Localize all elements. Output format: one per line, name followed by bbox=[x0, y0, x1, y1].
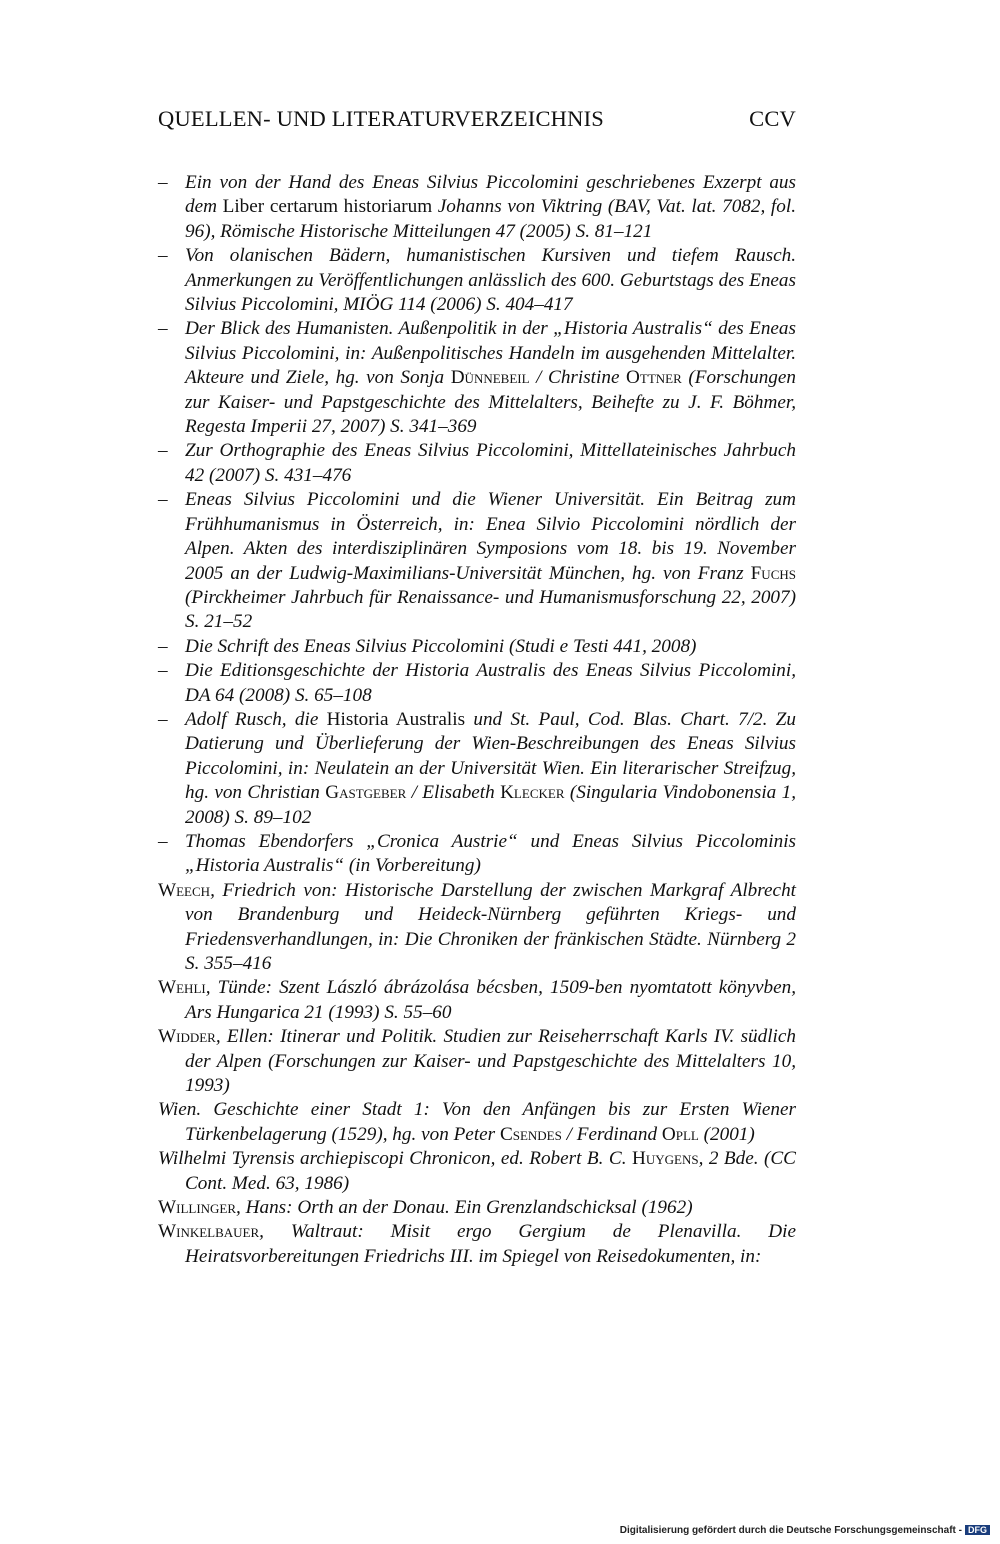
author-name: Wehli bbox=[158, 977, 206, 999]
entry-text: Eneas Silvius Piccolomini und die Wiener Universität. Ein Beitrag zum Frühhumanismus in Österreich, in: Enea Silvio Piccolomini nördlich der Alpen. Akten des interdisziplinären Symposions vom 18. bis 19. November 2005 an der Ludwig-Maximilians-Universität München, hg. von Franz bbox=[185, 489, 796, 584]
dfg-logo: DFG bbox=[965, 1525, 990, 1535]
entry-dash: – bbox=[158, 660, 168, 682]
entry-text: Liber certarum historiarum bbox=[222, 196, 433, 218]
entry-text: (Singularia Vindobonensia 1, 2008) S. 89–102 bbox=[185, 782, 797, 828]
author-name: Willinger bbox=[158, 1197, 237, 1219]
author-name: Dünnebeil bbox=[450, 367, 530, 389]
footer-text: Digitalisierung gefördert durch die Deutsche Forschungsgemeinschaft - bbox=[619, 1525, 962, 1536]
entry-text: Adolf Rusch, die bbox=[185, 708, 327, 730]
entry-text: Wilhelmi Tyrensis archiepiscopi Chronicon, ed. Robert B. C. bbox=[158, 1148, 632, 1170]
bibliography-entry bbox=[158, 488, 796, 634]
author-name: Ottner bbox=[626, 367, 682, 389]
entry-text: , Hans: Orth an der Donau. Ein Grenzlandschicksal (1962) bbox=[236, 1197, 693, 1219]
entry-dash: – bbox=[158, 172, 168, 193]
bibliography-entry bbox=[158, 317, 796, 439]
entry-text: und St. Paul, Cod. Blas. Chart. 7/2. Zu Datierung und Überlieferung der Wien-Beschreibungen des Eneas Silvius Piccolomini, in: Neulatein an der Universität Wien. Ein literarischer Streifzug, hg. von Christian bbox=[185, 708, 797, 804]
entry-text: Die Schrift des Eneas Silvius Piccolomini (Studi e Testi 441, 2008) bbox=[185, 635, 697, 657]
bibliography-entry bbox=[158, 976, 796, 1025]
page-number: CCV bbox=[749, 106, 796, 131]
author-name: Winkelbauer bbox=[158, 1221, 260, 1243]
entry-text: Historia Australis bbox=[326, 708, 466, 730]
author-name: Fuchs bbox=[750, 562, 796, 584]
entry-text: Wien. Geschichte einer Stadt 1: Von den Anfängen bis zur Ersten Wiener Türkenbelagerung (1529), hg. von Peter bbox=[158, 1099, 796, 1145]
author-name: Widder bbox=[158, 1026, 216, 1048]
author-name: Klecker bbox=[500, 782, 565, 804]
bibliography-entry bbox=[158, 879, 796, 977]
bibliography-entry bbox=[158, 1025, 796, 1098]
bibliography-entry bbox=[158, 1098, 796, 1147]
entry-text: , Friedrich von: Historische Darstellung der zwischen Markgraf Albrecht von Brandenburg und Heideck-Nürnberg geführten Kriegs- und Friedensverhandlungen, in: Die Chroniken der fränkischen Städte. Nürnberg 2 S. 355–416 bbox=[185, 879, 796, 974]
entry-text: Der Blick des Humanisten. Außenpolitik in der „Historia Australis“ des Eneas Silvius Piccolomini, in: Außenpolitisches Handeln im ausgehenden Mittelalter. Akteure und Ziele, hg. von Sonja bbox=[185, 318, 796, 389]
author-name: Csendes bbox=[499, 1123, 562, 1145]
bibliography-entry bbox=[158, 1196, 796, 1220]
author-name: Huygens bbox=[631, 1148, 699, 1170]
entry-dash: – bbox=[158, 708, 168, 730]
bibliography-entry bbox=[158, 439, 796, 488]
bibliography-entry bbox=[158, 659, 796, 708]
running-header bbox=[158, 106, 796, 140]
entry-dash: – bbox=[158, 830, 168, 852]
bibliography-entry bbox=[158, 171, 796, 244]
entry-dash: – bbox=[158, 440, 168, 462]
bibliography-entry bbox=[158, 708, 796, 830]
entry-text: / Christine bbox=[529, 367, 627, 389]
entry-text: (Forschungen zur Kaiser- und Papstgeschichte des Mittelalters, Beihefte zu J. F. Böhmer, Regesta Imperii 27, 2007) S. 341–369 bbox=[185, 367, 796, 438]
author-name: Weech bbox=[158, 879, 211, 901]
entry-text: Johanns von Viktring (BAV, Vat. lat. 7082, fol. 96), Römische Historische Mitteilungen 47 (2005) S. 81–121 bbox=[185, 196, 796, 242]
bibliography-list bbox=[158, 171, 796, 1269]
entry-dash: – bbox=[158, 245, 168, 267]
running-title: QUELLEN- UND LITERATURVERZEICHNIS bbox=[158, 106, 604, 131]
digitization-footer bbox=[620, 1525, 990, 1539]
entry-text: , Tünde: Szent László ábrázolása bécsben, 1509-ben nyomtatott könyvben, Ars Hungarica 21 (1993) S. 55–60 bbox=[185, 977, 796, 1023]
entry-text: / Ferdinand bbox=[561, 1123, 662, 1145]
entry-text: , Ellen: Itinerar und Politik. Studien zur Reiseherrschaft Karls IV. südlich der Alpen (Forschungen zur Kaiser- und Papstgeschichte des Mittelalters 10, 1993) bbox=[185, 1026, 796, 1097]
bibliography-entry bbox=[158, 244, 796, 317]
entry-text: (2001) bbox=[698, 1123, 755, 1145]
author-name: Opll bbox=[661, 1123, 699, 1145]
entry-text: , Waltraut: Misit ergo Gergium de Plenavilla. Die Heiratsvorbereitungen Friedrichs III. im Spiegel von Reisedokumenten, in: bbox=[185, 1221, 796, 1267]
entry-dash: – bbox=[158, 635, 168, 657]
entry-text: Thomas Ebendorfers „Cronica Austrie“ und Eneas Silvius Piccolominis „Historia Australis“ (in Vorbereitung) bbox=[185, 830, 796, 877]
entry-dash: – bbox=[158, 489, 168, 511]
entry-text: / Elisabeth bbox=[406, 782, 501, 804]
entry-text: Die Editionsgeschichte der Historia Australis des Eneas Silvius Piccolomini, DA 64 (2008) S. 65–108 bbox=[185, 660, 796, 706]
entry-text: (Pirckheimer Jahrbuch für Renaissance- und Humanismusforschung 22, 2007) S. 21–52 bbox=[185, 586, 796, 633]
author-name: Gastgeber bbox=[325, 782, 407, 804]
bibliography-entry bbox=[158, 1220, 796, 1269]
entry-text: Ein von der Hand des Eneas Silvius Piccolomini geschriebenes Exzerpt aus dem bbox=[185, 172, 796, 218]
entry-text: Von olanischen Bädern, humanistischen Kursiven und tiefem Rausch. Anmerkungen zu Veröffentlichungen anlässlich des 600. Geburtstags des Eneas Silvius Piccolomini, MIÖG 114 (2006) S. 404–417 bbox=[185, 245, 796, 316]
bibliography-entry bbox=[158, 830, 796, 879]
bibliography-entry bbox=[158, 635, 796, 659]
entry-text: Zur Orthographie des Eneas Silvius Piccolomini, Mittellateinisches Jahrbuch 42 (2007) S. 431–476 bbox=[185, 440, 796, 486]
bibliography-entry bbox=[158, 1147, 796, 1196]
entry-dash: – bbox=[158, 318, 168, 340]
entry-text: , 2 Bde. (CC Cont. Med. 63, 1986) bbox=[185, 1148, 796, 1194]
